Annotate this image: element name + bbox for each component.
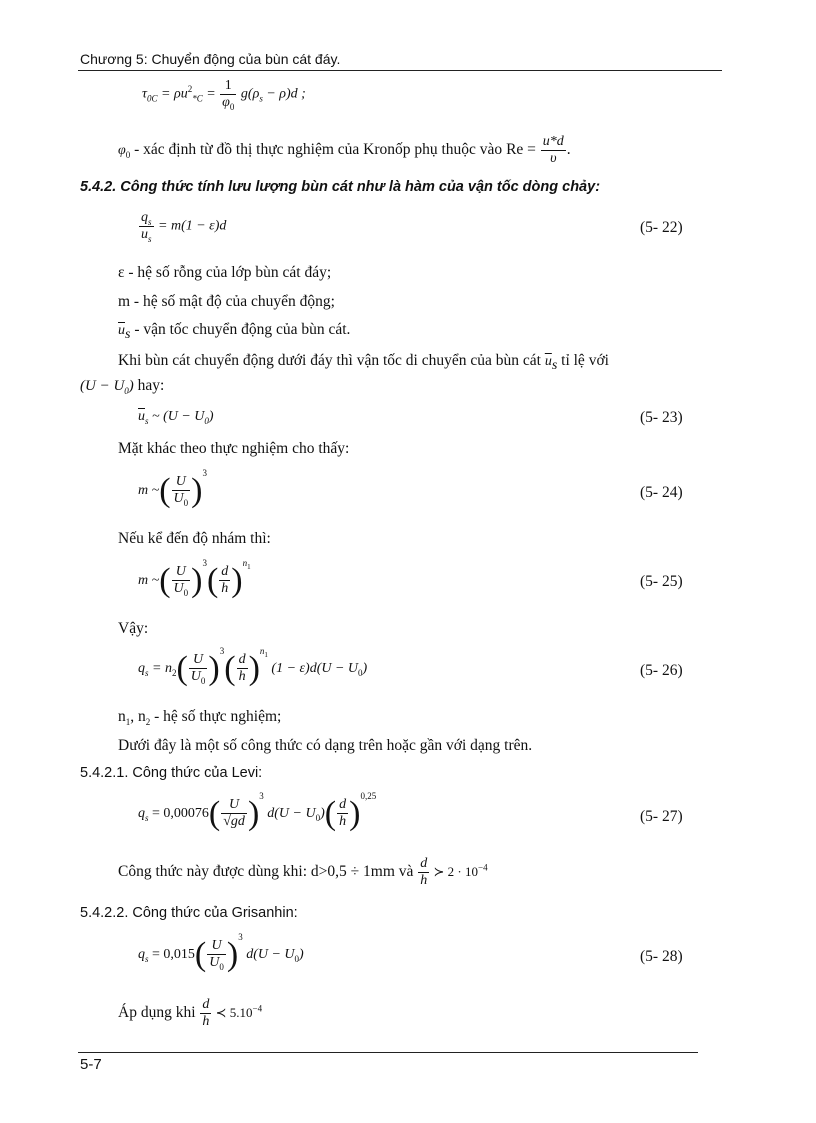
section-heading-5-4-2-2: 5.4.2.2. Công thức của Grisanhin: bbox=[80, 905, 298, 921]
equation-label-5-22: (5- 22) bbox=[640, 219, 683, 236]
paragraph-formulas-intro: Dưới đây là một số công thức có dạng trên hoặc gần với dạng trên. bbox=[118, 737, 533, 754]
chapter-header: Chương 5: Chuyển động của bùn cát đáy. bbox=[80, 51, 341, 67]
definition-m: m - hệ số mật độ của chuyển động; bbox=[118, 293, 335, 310]
equation-5-24: m ~( $\frac{U}{U_0}$ )$^3$ bbox=[138, 468, 207, 509]
paragraph-velocity: Khi bùn cát chuyển động dưới đáy thì vận tốc di chuyển của bùn cát $\overline{u}_s$ tỉ lệ với bbox=[118, 352, 609, 374]
equation-label-5-26: (5- 26) bbox=[640, 662, 683, 679]
paragraph-levi-condition: Công thức này được dùng khi: d>0,5 ÷ 1mm và $\frac{d}{h}$ ≻ $2 \cdot 10^{-4}$ bbox=[118, 856, 488, 888]
equation-5-28: $q_s = 0,015$( $\frac{U}{U_0}$ )$^3$ $d(U - U_0)$ bbox=[138, 932, 304, 973]
definition-us: $\overline{u}_s$ - vận tốc chuyển động của bùn cát. bbox=[118, 321, 351, 343]
paragraph-therefore: Vậy: bbox=[118, 620, 149, 637]
paragraph-grisanhin-condition: Áp dụng khi $\frac{d}{h}$ ≺ $5.10^{-4}$ bbox=[118, 997, 263, 1029]
paragraph-velocity-cont: $(U - U_0)$ hay: bbox=[80, 377, 165, 396]
page-number: 5-7 bbox=[80, 1056, 102, 1073]
phi-definition: $\varphi_0$ - xác định từ đồ thị thực nghiệm của Kronốp phụ thuộc vào Re = $\frac{u*d}{\upsilon}$ . bbox=[118, 134, 571, 166]
equation-tau-0c: $\tau_{0C} = \rho u^2_{*C}$ = $\frac{1}{\varphi_0}$ $g(\rho_s - \rho)d$ ; bbox=[142, 78, 306, 112]
paragraph-roughness: Nếu kể đến độ nhám thì: bbox=[118, 530, 271, 547]
equation-label-5-28: (5- 28) bbox=[640, 948, 683, 965]
equation-5-22: $\frac{q_s}{\overline{u}_s}$ = m(1 − ε)d bbox=[141, 210, 227, 244]
equation-5-26: $q_s = n_2$( $\frac{U}{U_0}$ )$^3$( $\frac{d}{h}$ )$^{n_1}$ $(1 - \varepsilon)d(U - U_0)$ bbox=[138, 646, 368, 687]
footer-rule bbox=[78, 1052, 698, 1053]
equation-label-5-23: (5- 23) bbox=[640, 409, 683, 426]
paragraph-coefficients: $n_1$, $n_2$ - hệ số thực nghiệm; bbox=[118, 708, 282, 728]
definition-epsilon: ε - hệ số rỗng của lớp bùn cát đáy; bbox=[118, 264, 332, 281]
equation-5-23: $\overline{u}_s$ ~ $(U - U_0)$ bbox=[138, 409, 214, 426]
section-heading-5-4-2: 5.4.2. Công thức tính lưu lượng bùn cát như là hàm của vận tốc dòng chảy: bbox=[80, 179, 601, 195]
header-rule bbox=[78, 70, 722, 71]
equation-label-5-25: (5- 25) bbox=[640, 573, 683, 590]
equation-5-27: $q_s = 0,00076$( $\frac{U}{√gd}$ )$^3$ $d(U - U_0)$( $\frac{d}{h}$ )$^{0,25}$ bbox=[138, 791, 377, 832]
equation-label-5-27: (5- 27) bbox=[640, 808, 683, 825]
paragraph-experiment: Mặt khác theo thực nghiệm cho thấy: bbox=[118, 440, 350, 457]
section-heading-5-4-2-1: 5.4.2.1. Công thức của Levi: bbox=[80, 765, 263, 781]
equation-label-5-24: (5- 24) bbox=[640, 484, 683, 501]
equation-5-25: m ~( $\frac{U}{U_0}$ )$^3$( $\frac{d}{h}$ )$^{n_1}$ bbox=[138, 558, 251, 599]
